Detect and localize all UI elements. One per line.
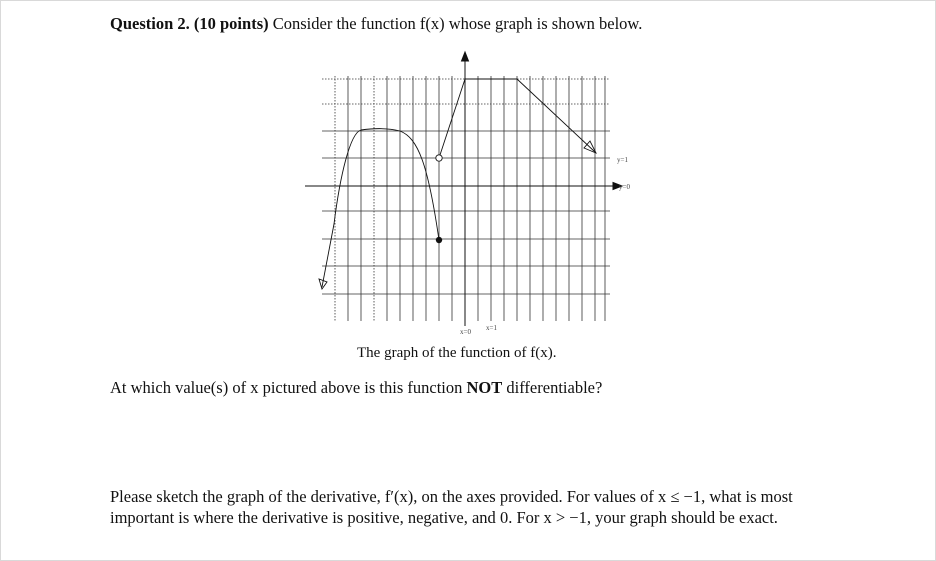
prompt1-post: differentiable? [502, 378, 603, 397]
label-y1: y=1 [617, 156, 628, 164]
question-label: Question 2. [110, 14, 190, 33]
question-function: f(x) [419, 14, 445, 33]
prompt2-cond1: x ≤ −1 [657, 487, 702, 506]
prompt1-pre: At which value(s) of [110, 378, 251, 397]
derivative-sketch-prompt [110, 486, 840, 528]
prompt2-deriv: f′(x) [384, 487, 414, 506]
axis-labels [460, 156, 630, 336]
question-points: (10 points) [193, 14, 269, 33]
prompt2-text3: , what is most important is where the derivative is positive, negative, and [110, 487, 793, 527]
function-curve [322, 79, 595, 287]
grid [322, 76, 610, 321]
prompt2-text5: , your graph should be exact. [586, 508, 778, 527]
label-y0: y=0 [619, 183, 630, 191]
open-point [436, 155, 442, 161]
function-graph [300, 46, 630, 346]
question-intro: Consider the function [268, 14, 420, 33]
prompt1-mid: pictured above is this function [258, 378, 467, 397]
prompt1-emph: NOT [466, 378, 503, 397]
prompt2-text1: Please sketch the graph of the derivative, [110, 487, 385, 506]
caption-post: . [552, 345, 557, 361]
label-x1: x=1 [486, 324, 497, 332]
label-x0: x=0 [460, 328, 471, 336]
prompt2-text4: . For [508, 508, 544, 527]
question-intro-end: whose graph is shown below. [444, 14, 643, 33]
axes [305, 52, 622, 326]
closed-point [436, 237, 442, 243]
caption-pre: The graph of the function of [357, 345, 531, 361]
prompt2-text2: , on the axes provided. For values of [413, 487, 658, 506]
prompt2-zero: 0 [499, 508, 509, 527]
prompt2-cond2: x > −1 [543, 508, 587, 527]
question-heading [110, 14, 642, 34]
differentiability-prompt [110, 378, 602, 398]
graph-caption [357, 345, 557, 362]
curve-markers [319, 141, 596, 289]
prompt1-var: x [250, 378, 259, 397]
caption-function: f(x) [530, 345, 553, 361]
